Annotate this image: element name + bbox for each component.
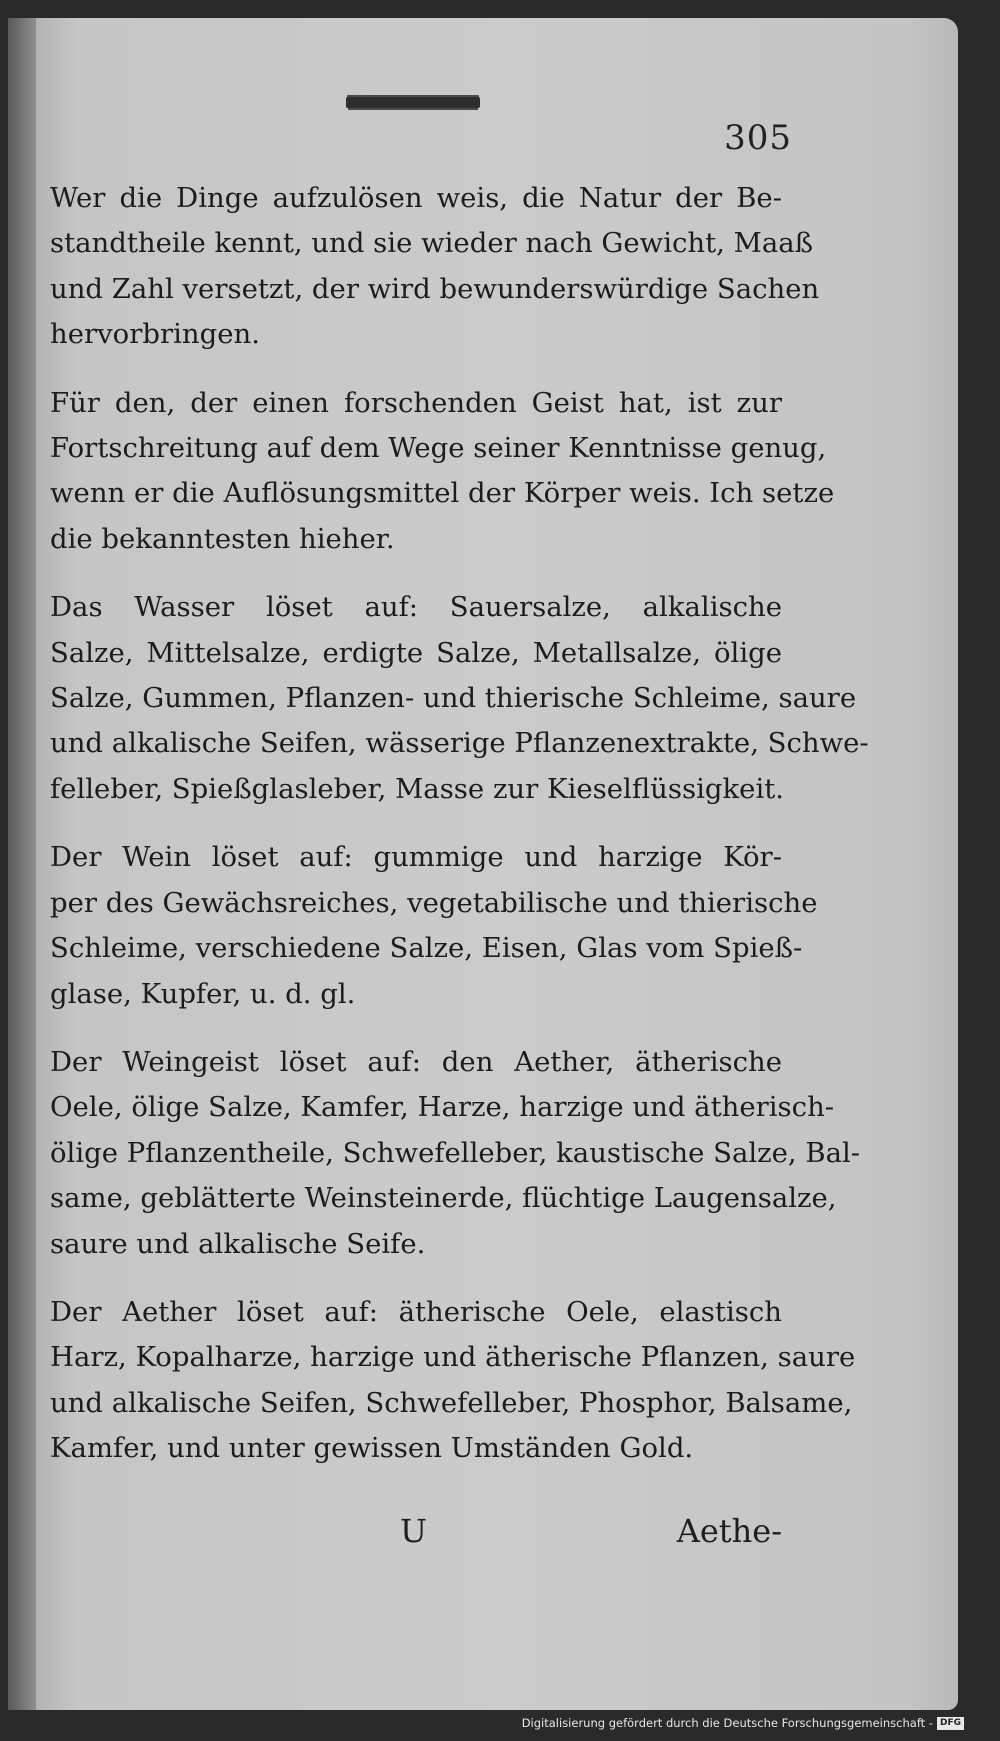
text-line: Salze, Mittelsalze, erdigte Salze, Metallsalze, ölige xyxy=(50,636,782,669)
text-line: und alkalische Seifen, wässerige Pflanzenextrakte, Schwe- xyxy=(50,727,869,760)
text-line: Der Weingeist löset auf: den Aether, ätherische xyxy=(50,1045,782,1078)
page-footer xyxy=(50,1512,782,1562)
text-line: Schleime, verschiedene Salze, Eisen, Glas vom Spieß- xyxy=(50,932,803,965)
dfg-logo-icon: DFG xyxy=(937,1717,964,1730)
paragraph-5 xyxy=(50,1040,861,1267)
text-line: Der Aether löset auf: ätherische Oele, elastisch xyxy=(50,1295,782,1328)
text-line: Oele, ölige Salze, Kamfer, Harze, harzige und ätherisch- xyxy=(50,1091,835,1124)
paragraph-4 xyxy=(50,835,818,1017)
text-line: die bekanntesten hieher. xyxy=(50,522,395,555)
text-line: saure und alkalische Seife. xyxy=(50,1227,426,1260)
text-line: Fortschreitung auf dem Wege seiner Kenntnisse genug, xyxy=(50,432,827,465)
text-line: wenn er die Auflösungsmittel der Körper weis. Ich setze xyxy=(50,477,835,510)
credit-text: Digitalisierung gefördert durch die Deutsche Forschungsgemeinschaft - xyxy=(521,1716,933,1730)
page-number: 305 xyxy=(724,118,792,158)
text-line: hervorbringen. xyxy=(50,318,260,351)
page-gutter-shadow xyxy=(8,18,36,1710)
paragraph-1 xyxy=(50,176,820,358)
text-line: ölige Pflanzentheile, Schwefelleber, kaustische Salze, Bal- xyxy=(50,1136,861,1169)
signature-mark: U xyxy=(400,1512,427,1550)
paragraph-6 xyxy=(50,1290,856,1472)
text-line: Das Wasser löset auf: Sauersalze, alkalische xyxy=(50,591,782,624)
text-line: Wer die Dinge aufzulösen weis, die Natur der Be- xyxy=(50,182,782,214)
paragraph-2 xyxy=(50,381,835,563)
text-line: same, geblätterte Weinsteinerde, flüchtige Laugensalze, xyxy=(50,1182,837,1215)
paragraph-3 xyxy=(50,585,869,812)
text-line: standtheile kennt, und sie wieder nach Gewicht, Maaß xyxy=(50,227,813,260)
text-line: Salze, Gummen, Pflanzen- und thierische Schleime, saure xyxy=(50,682,857,715)
text-line: Für den, der einen forschenden Geist hat, ist zur xyxy=(50,386,782,419)
text-line: und Zahl versetzt, der wird bewunderswürdige Sachen xyxy=(50,272,820,305)
text-line: Kamfer, und unter gewissen Umständen Gold. xyxy=(50,1432,694,1465)
text-line: Der Wein löset auf: gummige und harzige Kör- xyxy=(50,841,782,874)
text-line: glase, Kupfer, u. d. gl. xyxy=(50,977,356,1010)
header-ornament-rule xyxy=(346,97,480,108)
text-line: Harz, Kopalharze, harzige und ätherische Pflanzen, saure xyxy=(50,1341,856,1374)
text-line: felleber, Spießglasleber, Masse zur Kieselflüssigkeit. xyxy=(50,772,785,805)
catchword: Aethe- xyxy=(676,1512,782,1550)
digitization-credit xyxy=(522,1716,964,1730)
text-line: per des Gewächsreiches, vegetabilische und thierische xyxy=(50,886,818,919)
text-line: und alkalische Seifen, Schwefelleber, Phosphor, Balsame, xyxy=(50,1386,853,1419)
page-body-text xyxy=(50,176,869,1472)
